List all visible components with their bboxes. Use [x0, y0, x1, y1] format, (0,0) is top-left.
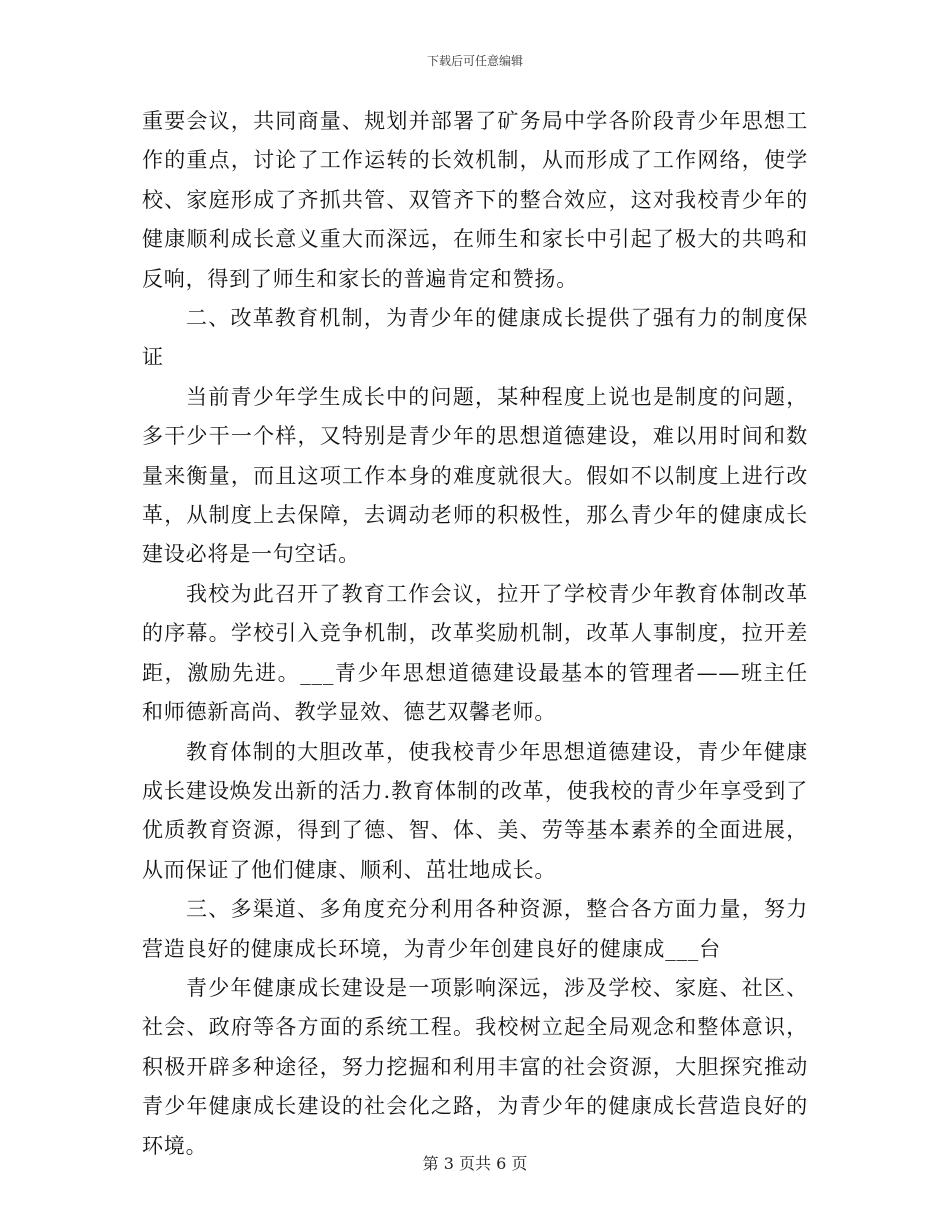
page-footer: 第 3 页共 6 页 [422, 1154, 528, 1173]
document-body [142, 102, 808, 1166]
section-heading-2: 二、改革教育机制，为青少年的健康成长提供了强有力的制度保证 [142, 306, 808, 370]
paragraph-continuation: 重要会议，共同商量、规划并部署了矿务局中学各阶段青少年思想工作的重点，讨论了工作运转的长效机制，从而形成了工作网络，使学校、家庭形成了齐抓共管、双管齐下的整合效应，这对我校青少年的健康顺利成长意义重大而深远，在师生和家长中引起了极大的共鸣和反响，得到了师生和家长的普遍肯定和赞扬。 [142, 109, 808, 291]
paragraph: 当前青少年学生成长中的问题，某种程度上说也是制度的问题，多干少干一个样，又特别是青少年的思想道德建设，难以用时间和数量来衡量，而且这项工作本身的难度就很大。假如不以制度上进行改革，从制度上去保障，去调动老师的积极性，那么青少年的健康成长建设必将是一句空话。 [142, 384, 808, 567]
paragraph: 我校为此召开了教育工作会议，拉开了学校青少年教育体制改革的序幕。学校引入竞争机制，改革奖励机制，改革人事制度，拉开差距，激励先进。___青少年思想道德建设最基本的管理者——班主任和师德新高尚、教学显效、德艺双馨老师。 [142, 581, 808, 725]
page-header: 下载后可任意编辑 [426, 54, 523, 68]
paragraph: 青少年健康成长建设是一项影响深远，涉及学校、家庭、社区、社会、政府等各方面的系统工程。我校树立起全局观念和整体意识，积极开辟多种途径，努力挖掘和利用丰富的社会资源，大胆探究推动青少年健康成长建设的社会化之路，为青少年的健康成长营造良好的环境。 [142, 975, 808, 1158]
section-heading-3: 三、多渠道、多角度充分利用各种资源，整合各方面力量，努力营造良好的健康成长环境，为青少年创建良好的健康成___台 [142, 897, 808, 961]
paragraph: 教育体制的大胆改革，使我校青少年思想道德建设，青少年健康成长建设焕发出新的活力.教育体制的改革，使我校的青少年享受到了优质教育资源，得到了德、智、体、美、劳等基本素养的全面进展，从而保证了他们健康、顺利、茁壮地成长。 [142, 739, 808, 882]
